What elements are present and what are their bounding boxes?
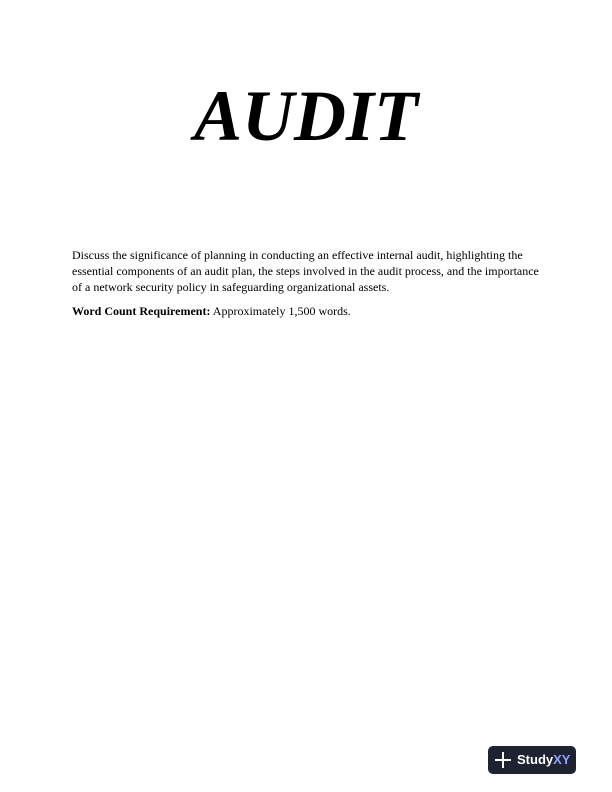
brand-name (517, 752, 570, 768)
document-title: AUDIT (193, 76, 418, 156)
word-count-value: Approximately 1,500 words. (210, 304, 351, 318)
word-count-label: Word Count Requirement: (72, 304, 211, 318)
word-count-requirement (72, 303, 542, 319)
assignment-prompt: Discuss the significance of planning in conducting an effective internal audit, highlighting the essential components of an audit plan, the steps involved in the audit process, and the importance of a network security policy in safeguarding organizational assets. (72, 248, 539, 294)
studyxy-logo-badge[interactable] (488, 746, 576, 774)
brand-accent-text: XY (553, 752, 571, 767)
brand-primary-text: Study (517, 752, 554, 767)
plus-icon (495, 752, 511, 768)
